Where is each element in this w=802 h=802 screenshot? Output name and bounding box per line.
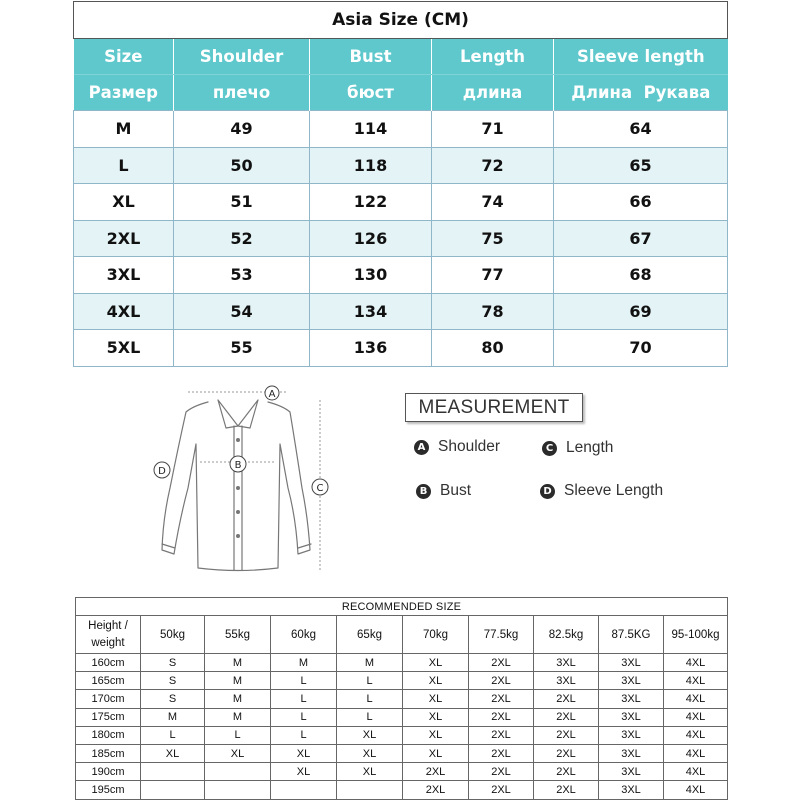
header-bust-ru: бюст	[310, 75, 432, 111]
size-cell: 80	[432, 330, 554, 367]
recommended-size-cell: 2XL	[469, 744, 534, 762]
legend-label-sleeve-length: Sleeve Length	[564, 482, 664, 499]
recommended-size-cell: 2XL	[469, 708, 534, 726]
recommended-size-cell: M	[205, 654, 271, 672]
corner-line-2: weight	[91, 636, 125, 649]
header-size-ru: Размер	[74, 75, 174, 111]
recommended-size-cell: M	[141, 708, 205, 726]
size-cell: 126	[310, 220, 432, 257]
recommended-size-cell: L	[271, 690, 337, 708]
size-row	[74, 111, 728, 148]
recommended-size-cell: 3XL	[599, 672, 664, 690]
weight-header-row	[76, 616, 728, 654]
recommended-size-cell: S	[141, 690, 205, 708]
size-cell: 130	[310, 257, 432, 294]
size-cell: 49	[174, 111, 310, 148]
height-cell: 160cm	[76, 654, 141, 672]
recommended-size-cell: 3XL	[599, 708, 664, 726]
asia-size-table	[73, 1, 728, 367]
size-row	[74, 330, 728, 367]
size-cell: L	[74, 147, 174, 184]
recommended-size-cell	[141, 781, 205, 799]
shirt-buttons	[236, 438, 240, 538]
recommended-size-cell: XL	[337, 763, 403, 781]
marker-a-icon: A	[414, 440, 429, 455]
recommended-size-cell: 4XL	[664, 690, 728, 708]
recommended-size-cell: 2XL	[469, 763, 534, 781]
size-cell: 70	[554, 330, 728, 367]
height-cell: 165cm	[76, 672, 141, 690]
legend-label-bust: Bust	[440, 482, 472, 499]
size-row	[74, 220, 728, 257]
size-cell: 3XL	[74, 257, 174, 294]
recommended-row	[76, 763, 728, 781]
recommended-size-cell	[271, 781, 337, 799]
recommended-size-cell: L	[205, 726, 271, 744]
recommended-size-cell: XL	[403, 672, 469, 690]
recommended-row	[76, 672, 728, 690]
size-cell: XL	[74, 184, 174, 221]
size-cell: 5XL	[74, 330, 174, 367]
size-cell: 77	[432, 257, 554, 294]
height-cell: 175cm	[76, 708, 141, 726]
recommended-size-cell: 2XL	[469, 690, 534, 708]
size-cell: M	[74, 111, 174, 148]
recommended-size-cell	[205, 781, 271, 799]
recommended-size-cell: XL	[205, 744, 271, 762]
size-cell: 51	[174, 184, 310, 221]
recommended-size-cell: 3XL	[534, 672, 599, 690]
recommended-size-cell	[205, 763, 271, 781]
recommended-size-cell: L	[271, 672, 337, 690]
recommended-row	[76, 744, 728, 762]
recommended-size-cell: L	[271, 726, 337, 744]
legend-item-bust	[416, 482, 471, 500]
shirt-diagram	[148, 378, 338, 588]
recommended-size-cell: XL	[271, 744, 337, 762]
recommended-size-cell: S	[141, 672, 205, 690]
marker-c-icon: C	[542, 441, 557, 456]
header-shoulder: Shoulder	[174, 39, 310, 75]
recommended-size-cell: XL	[141, 744, 205, 762]
recommended-size-cell: 4XL	[664, 654, 728, 672]
size-cell: 67	[554, 220, 728, 257]
legend-label-shoulder: Shoulder	[438, 438, 501, 455]
height-cell: 185cm	[76, 744, 141, 762]
recommended-size-cell: L	[337, 708, 403, 726]
recommended-size-cell: 2XL	[534, 708, 599, 726]
header-size: Size	[74, 39, 174, 75]
button-1	[236, 438, 240, 442]
size-cell: 72	[432, 147, 554, 184]
recommended-size-cell: 3XL	[599, 690, 664, 708]
weight-header: 65kg	[337, 616, 403, 654]
recommended-row	[76, 690, 728, 708]
size-row	[74, 257, 728, 294]
marker-b	[230, 456, 246, 472]
header-length: Length	[432, 39, 554, 75]
recommended-size-cell: 4XL	[664, 781, 728, 799]
button-4	[236, 510, 240, 514]
header-sleeve-length: Sleeve length	[554, 39, 728, 75]
size-cell: 134	[310, 293, 432, 330]
recommended-size-cell	[141, 763, 205, 781]
recommended-size-cell: 2XL	[534, 763, 599, 781]
recommended-row	[76, 708, 728, 726]
recommended-size-cell: 2XL	[534, 744, 599, 762]
recommended-size-cell: XL	[403, 726, 469, 744]
recommended-size-cell: 2XL	[534, 690, 599, 708]
recommended-size-cell: 4XL	[664, 744, 728, 762]
asia-size-title: Asia Size (CM)	[74, 2, 728, 39]
size-cell: 2XL	[74, 220, 174, 257]
recommended-size-cell: 3XL	[599, 744, 664, 762]
recommended-size-cell: 2XL	[469, 672, 534, 690]
recommended-size-cell	[337, 781, 403, 799]
size-cell: 136	[310, 330, 432, 367]
recommended-size-cell: XL	[337, 726, 403, 744]
weight-header: 95-100kg	[664, 616, 728, 654]
marker-a	[265, 386, 279, 400]
svg-text:D: D	[158, 466, 166, 477]
size-cell: 71	[432, 111, 554, 148]
recommended-size-cell: S	[141, 654, 205, 672]
recommended-size-cell: M	[205, 690, 271, 708]
recommended-size-cell: 3XL	[534, 654, 599, 672]
marker-d	[154, 462, 170, 478]
button-3	[236, 486, 240, 490]
size-row	[74, 293, 728, 330]
recommended-size-cell: XL	[271, 763, 337, 781]
recommended-size-cell: XL	[403, 744, 469, 762]
header-row-english	[74, 39, 728, 75]
height-cell: 170cm	[76, 690, 141, 708]
size-cell: 122	[310, 184, 432, 221]
recommended-size-cell: 3XL	[599, 726, 664, 744]
svg-text:A: A	[268, 389, 276, 400]
recommended-size-cell: 3XL	[599, 654, 664, 672]
recommended-size-cell: 2XL	[534, 781, 599, 799]
recommended-size-cell: XL	[403, 690, 469, 708]
legend-item-shoulder	[414, 438, 500, 456]
recommended-size-cell: L	[337, 690, 403, 708]
shirt-outline	[162, 400, 311, 571]
weight-header: 70kg	[403, 616, 469, 654]
size-row	[74, 147, 728, 184]
size-cell: 68	[554, 257, 728, 294]
header-shoulder-ru: плечо	[174, 75, 310, 111]
size-cell: 55	[174, 330, 310, 367]
weight-header: 55kg	[205, 616, 271, 654]
size-cell: 53	[174, 257, 310, 294]
height-cell: 190cm	[76, 763, 141, 781]
legend-label-length: Length	[566, 439, 614, 456]
measure-lines	[188, 392, 320, 572]
recommended-size-cell: 2XL	[534, 726, 599, 744]
weight-header: 50kg	[141, 616, 205, 654]
legend-item-length	[542, 439, 613, 457]
recommended-size-cell: 2XL	[403, 763, 469, 781]
recommended-size-cell: XL	[337, 744, 403, 762]
recommended-row	[76, 781, 728, 799]
header-length-ru: длина	[432, 75, 554, 111]
recommended-size-cell: 4XL	[664, 708, 728, 726]
size-cell: 64	[554, 111, 728, 148]
recommended-row	[76, 654, 728, 672]
recommended-size-cell: M	[205, 672, 271, 690]
header-sleeve-length-ru: Длина Рукава	[554, 75, 728, 111]
recommended-size-cell: 2XL	[403, 781, 469, 799]
size-cell: 66	[554, 184, 728, 221]
size-cell: 54	[174, 293, 310, 330]
recommended-size-cell: L	[271, 708, 337, 726]
weight-header: 77.5kg	[469, 616, 534, 654]
recommended-size-cell: L	[141, 726, 205, 744]
size-cell: 4XL	[74, 293, 174, 330]
recommended-size-cell: 4XL	[664, 672, 728, 690]
size-cell: 74	[432, 184, 554, 221]
recommended-size-cell: L	[337, 672, 403, 690]
height-cell: 195cm	[76, 781, 141, 799]
marker-c	[312, 479, 328, 495]
measurement-title: MEASUREMENT	[405, 393, 583, 422]
marker-b-icon: B	[416, 484, 431, 499]
marker-d-icon: D	[540, 484, 555, 499]
size-cell: 65	[554, 147, 728, 184]
recommended-size-cell: M	[271, 654, 337, 672]
recommended-size-cell: 2XL	[469, 654, 534, 672]
svg-text:B: B	[234, 460, 242, 471]
size-cell: 114	[310, 111, 432, 148]
corner-line-1: Height /	[88, 619, 128, 632]
header-row-russian	[74, 75, 728, 111]
height-cell: 180cm	[76, 726, 141, 744]
size-cell: 118	[310, 147, 432, 184]
recommended-size-cell: 2XL	[469, 781, 534, 799]
recommended-size-cell: 3XL	[599, 763, 664, 781]
weight-header: 82.5kg	[534, 616, 599, 654]
weight-header: 87.5KG	[599, 616, 664, 654]
weight-header: 60kg	[271, 616, 337, 654]
recommended-size-cell: M	[337, 654, 403, 672]
size-cell: 69	[554, 293, 728, 330]
size-cell: 78	[432, 293, 554, 330]
legend-item-sleeve-length	[540, 482, 663, 500]
recommended-size-table	[75, 597, 728, 800]
recommended-size-cell: 3XL	[599, 781, 664, 799]
button-5	[236, 534, 240, 538]
header-bust: Bust	[310, 39, 432, 75]
size-cell: 75	[432, 220, 554, 257]
recommended-size-cell: 4XL	[664, 726, 728, 744]
size-cell: 52	[174, 220, 310, 257]
svg-text:C: C	[316, 483, 324, 494]
size-row	[74, 184, 728, 221]
recommended-row	[76, 726, 728, 744]
size-cell: 50	[174, 147, 310, 184]
recommended-size-cell: 2XL	[469, 726, 534, 744]
recommended-size-cell: XL	[403, 708, 469, 726]
recommended-size-title: RECOMMENDED SIZE	[76, 598, 728, 616]
recommended-size-cell: XL	[403, 654, 469, 672]
recommended-size-cell: M	[205, 708, 271, 726]
recommended-size-cell: 4XL	[664, 763, 728, 781]
height-weight-corner	[76, 616, 141, 654]
